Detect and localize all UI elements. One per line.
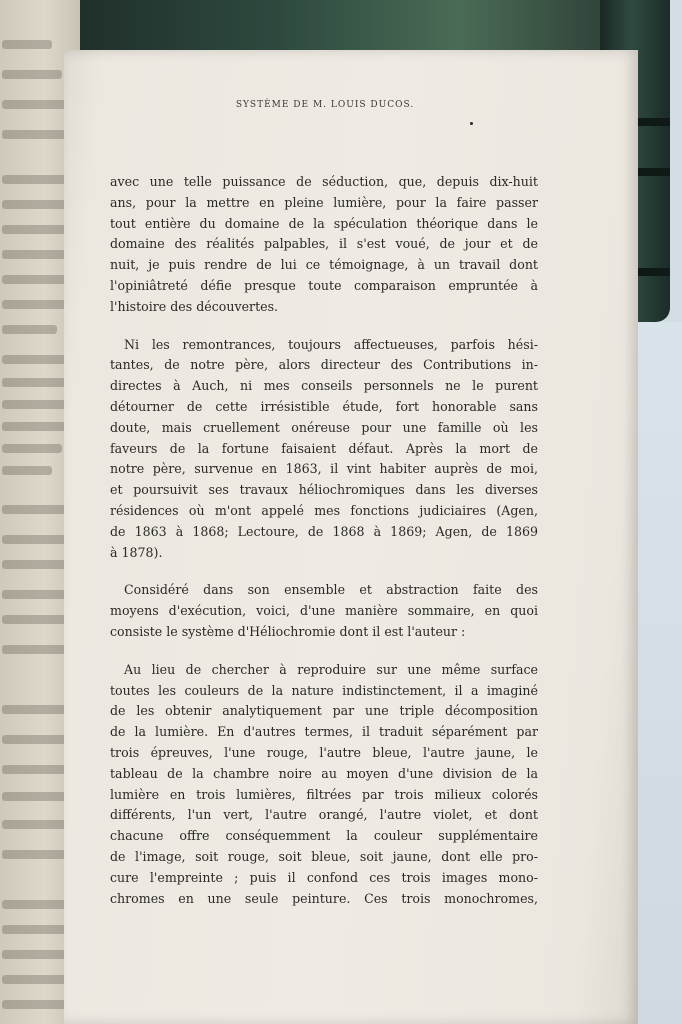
left-page-text-line <box>2 444 62 453</box>
text-line: trois épreuves, l'une rouge, l'autre bleue, l'autre jaune, le <box>110 744 538 760</box>
text-line: ans, pour la mettre en pleine lumière, pour la faire passer <box>110 194 538 210</box>
text-line: Ni les remontrances, toujours affectueuses, parfois hési- <box>124 336 538 352</box>
paragraph <box>110 335 538 564</box>
paragraph <box>110 660 538 910</box>
text-line: Au lieu de chercher à reproduire sur une même surface <box>124 661 538 677</box>
text-line: faveurs de la fortune faisaient défaut. Après la mort de <box>110 440 538 456</box>
left-page-text-line <box>2 850 72 859</box>
left-page-text-line <box>2 300 72 309</box>
left-page-text-line <box>2 645 66 654</box>
text-line: de 1863 à 1868; Lectoure, de 1868 à 1869; Agen, de 1869 <box>110 523 538 539</box>
left-page-text-line <box>2 70 62 79</box>
page-body <box>110 172 538 926</box>
text-line: domaine des réalités palpables, il s'est voué, de jour et de <box>110 236 538 252</box>
left-page-text-line <box>2 40 52 49</box>
text-line: toutes les couleurs de la nature indistinctement, il a imaginé <box>110 682 538 698</box>
text-line: détourner de cette irrésistible étude, fort honorable sans <box>110 398 538 414</box>
text-line: de les obtenir analytiquement par une triple décomposition <box>110 703 538 719</box>
text-line: tableau de la chambre noire au moyen d'une division de la <box>110 765 538 781</box>
paragraph <box>110 172 538 318</box>
paragraph <box>110 580 538 642</box>
text-line: résidences où m'ont appelé mes fonctions judiciaires (Agen, <box>110 502 538 518</box>
text-line: cure l'empreinte ; puis il confond ces trois images mono- <box>110 869 538 885</box>
text-line: consiste le système d'Héliochromie dont il est l'auteur : <box>110 623 466 639</box>
left-page-text-line <box>2 130 72 139</box>
text-line: tout entière du domaine de la spéculation théorique dans le <box>110 215 538 231</box>
text-line: différents, l'un vert, l'autre orangé, l'autre violet, et dont <box>110 807 538 823</box>
text-line: avec une telle puissance de séduction, que, depuis dix-huit <box>110 174 538 189</box>
text-line: l'opiniâtreté défie presque toute comparaison empruntée à <box>110 277 538 293</box>
left-page-text-line <box>2 466 52 475</box>
text-line: tantes, de notre père, alors directeur des Contributions in- <box>110 357 538 373</box>
left-page-text-line <box>2 250 66 259</box>
left-page-text-line <box>2 505 68 514</box>
text-line: Considéré dans son ensemble et abstraction faite des <box>124 582 538 598</box>
left-page-text-line <box>2 100 68 109</box>
text-line: de la lumière. En d'autres termes, il traduit séparément par <box>110 724 538 740</box>
text-line: doute, mais cruellement onéreuse pour une famille où les <box>110 419 538 435</box>
text-line: chromes en une seule peinture. Ces trois monochromes, <box>110 890 538 906</box>
left-page-text-line <box>2 325 57 334</box>
text-line: de l'image, soit rouge, soit bleue, soit jaune, dont elle pro- <box>110 848 538 864</box>
running-head: SYSTÈME DE M. LOUIS DUCOS. <box>235 100 415 110</box>
text-line: chacune offre conséquemment la couleur supplémentaire <box>110 828 538 844</box>
text-line: l'histoire des découvertes. <box>110 298 279 314</box>
text-line: et poursuivit ses travaux héliochromiques dans les diverses <box>110 482 538 498</box>
text-line: lumière en trois lumières, filtrées par trois milieux colorés <box>110 786 538 802</box>
text-line: moyens d'exécution, voici, d'une manière sommaire, en quoi <box>110 603 538 619</box>
text-line: à 1878). <box>110 544 163 560</box>
text-line: notre père, survenue en 1863, il vint habiter auprès de moi, <box>110 461 538 477</box>
ink-speck <box>470 122 473 125</box>
text-line: nuit, je puis rendre de lui ce témoignage, à un travail dont <box>110 257 538 273</box>
text-line: directes à Auch, ni mes conseils personnels ne le purent <box>110 378 538 394</box>
